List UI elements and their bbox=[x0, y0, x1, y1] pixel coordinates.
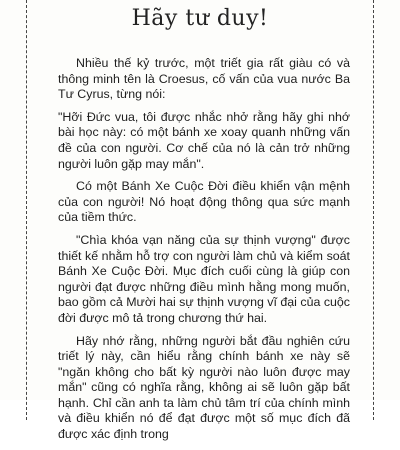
paragraph-remember: Hãy nhớ rằng, những người bắt đầu nghiên cứu triết lý này, cần hiểu rằng chính bánh xe này sẽ "ngăn không cho bất kỳ người nào luôn được may mắn" cũng có nghĩa rằng, không ai sẽ luôn gặp bất hạnh. Chỉ cần anh ta làm chủ tâm trí của chính mình và điều khiển nó để đạt được một số mục đích đã được xác định trong bbox=[58, 333, 350, 442]
paragraph-key: "Chìa khóa vạn năng của sự thịnh vượng" được thiết kế nhằm hỗ trợ con người làm chủ và kiểm soát Bánh Xe Cuộc Đời. Mục đích cuối cùng là giúp con người đạt được những điều mình hằng mong muốn, bao gồm cả Mười hai sự thịnh vượng vĩ đại của cuộc đời được mô tả trong chương thứ hai. bbox=[58, 232, 350, 325]
chapter-title: Hãy tư duy! bbox=[131, 6, 269, 31]
body-text bbox=[58, 56, 350, 450]
paragraph-quote: "Hỡi Đức vua, tôi được nhắc nhở rằng hãy ghi nhớ bài học này: có một bánh xe xoay quanh những vấn đề của con người. Cơ chế của nó là cản trở những người luôn gặp may mắn". bbox=[58, 109, 350, 171]
paragraph-intro: Nhiều thế kỷ trước, một triết gia rất giàu có và thông minh tên là Croesus, cố vấn của vua nước Ba Tư Cyrus, từng nói: bbox=[58, 56, 350, 102]
paragraph-wheel: Có một Bánh Xe Cuộc Đời điều khiển vận mệnh của con người! Nó hoạt động thông qua sức mạnh của tiềm thức. bbox=[58, 179, 350, 225]
